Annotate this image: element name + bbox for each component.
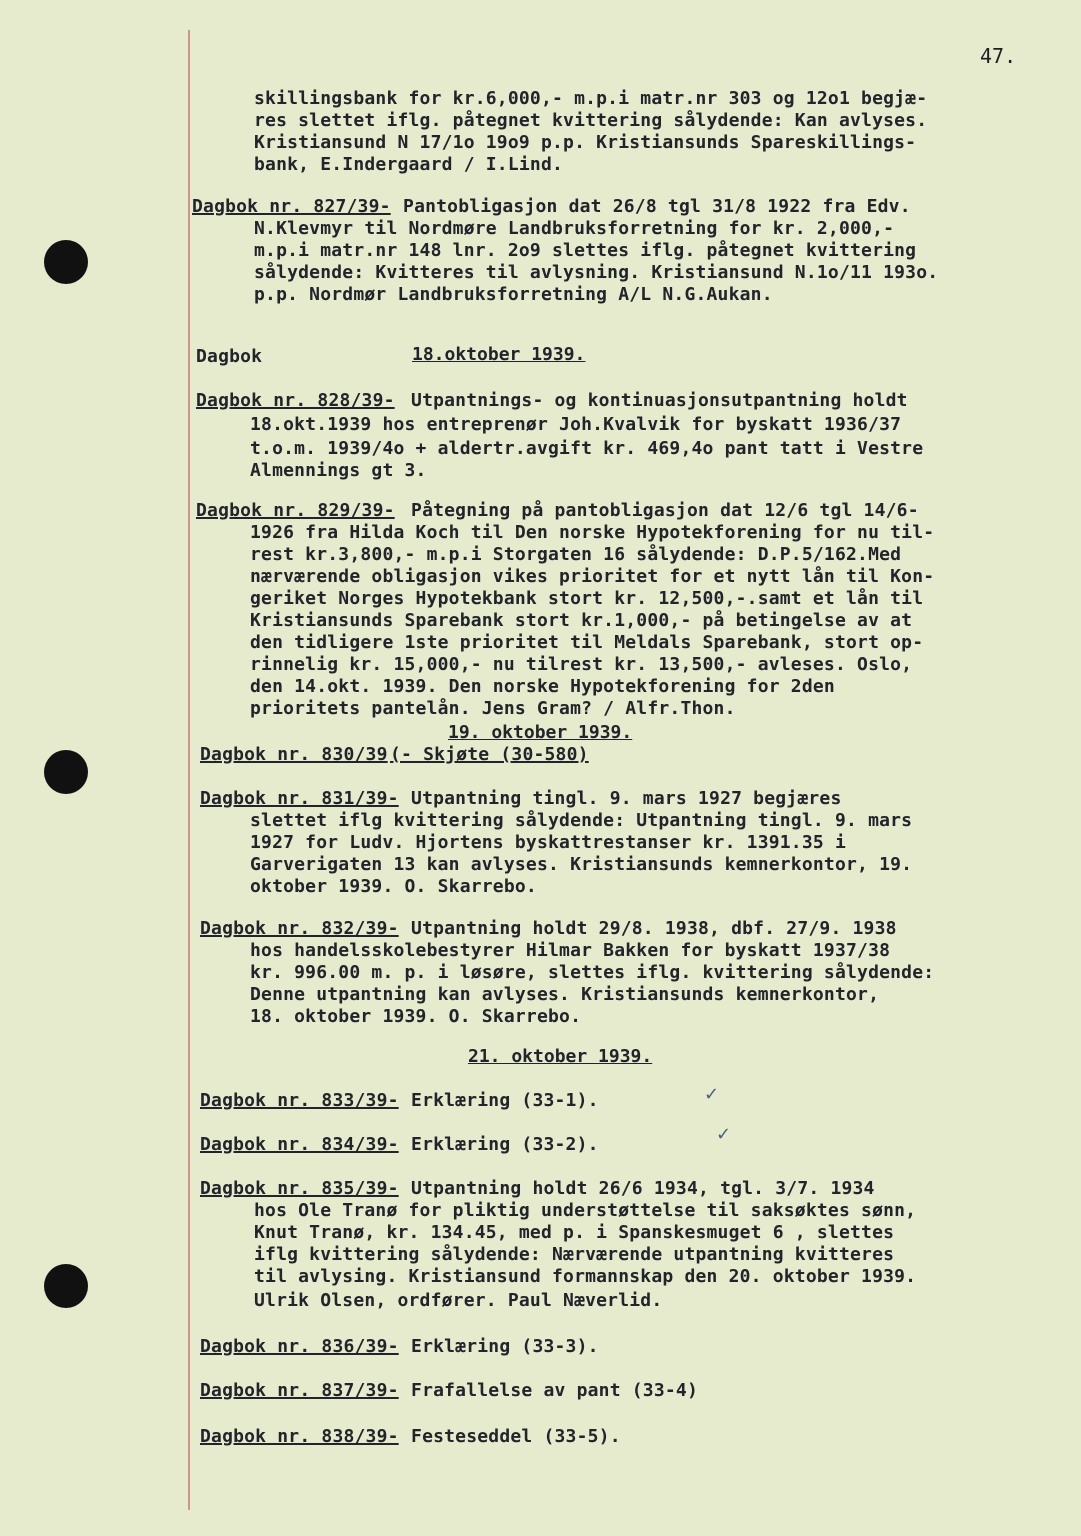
text-line: Erklæring (33-3). — [400, 1336, 599, 1357]
entry-ref: Dagbok nr. 828/39- — [196, 390, 395, 411]
text-line: rest kr.3,800,- m.p.i Storgaten 16 sålydende: D.P.5/162.Med — [250, 544, 902, 565]
text-line: Almennings gt 3. — [250, 460, 427, 481]
entry-ref: Dagbok nr. 831/39- — [200, 788, 399, 809]
entry-ref: Dagbok nr. 836/39- — [200, 1336, 399, 1357]
text-line: skillingsbank for kr.6,000,- m.p.i matr.nr 303 og 12o1 begjæ- — [254, 88, 928, 109]
margin-rule — [188, 30, 190, 1510]
text-line: kr. 996.00 m. p. i løsøre, slettes iflg. kvittering sålydende: — [250, 962, 935, 983]
text-line: hos handelsskolebestyrer Hilmar Bakken for byskatt 1937/38 — [250, 940, 891, 961]
text-line: oktober 1939. O. Skarrebo. — [250, 876, 537, 897]
text-line: Kristiansund N 17/1o 19o9 p.p. Kristiansunds Spareskillings- — [254, 132, 917, 153]
heading-dagbok: Dagbok — [196, 346, 263, 367]
entry-ref: Dagbok nr. 830/39 — [200, 744, 388, 765]
text-line: 1926 fra Hilda Koch til Den norske Hypotekforening for nu til- — [250, 522, 935, 543]
text-line: den 14.okt. 1939. Den norske Hypotekforening for 2den — [250, 676, 835, 697]
text-line: prioritets pantelån. Jens Gram? / Alfr.Thon. — [250, 698, 736, 719]
text-line: 18.okt.1939 hos entreprenør Joh.Kvalvik for byskatt 1936/37 — [250, 414, 902, 435]
text-line: bank, E.Indergaard / I.Lind. — [254, 154, 564, 175]
entry-ref: Dagbok nr. 829/39- — [196, 500, 395, 521]
text-line: Utpantnings- og kontinuasjonsutpantning holdt — [400, 390, 908, 411]
date-heading: 21. oktober 1939. — [468, 1046, 653, 1067]
text-line: geriket Norges Hypotekbank stort kr. 12,500,-.samt et lån til — [250, 588, 924, 609]
text-line: Knut Tranø, kr. 134.45, med p. i Spanskesmuget 6 , slettes — [254, 1222, 895, 1243]
text-line: slettet iflg kvittering sålydende: Utpantning tingl. 9. mars — [250, 810, 913, 831]
entry-ref: Dagbok nr. 835/39- — [200, 1178, 399, 1199]
text-line: Frafallelse av pant (33-4) — [400, 1380, 698, 1401]
date-heading: 18.oktober 1939. — [412, 344, 586, 365]
text-line: Utpantning tingl. 9. mars 1927 begjæres — [400, 788, 842, 809]
check-mark-icon: ✓ — [704, 1084, 720, 1105]
text-line: hos Ole Tranø for pliktig understøttelse til saksøktes sønn, — [254, 1200, 917, 1221]
entry-ref: Dagbok nr. 837/39- — [200, 1380, 399, 1401]
text-line: rinnelig kr. 15,000,- nu tilrest kr. 13,500,- avleses. Oslo, — [250, 654, 913, 675]
text-line: Pantobligasjon dat 26/8 tgl 31/8 1922 fra Edv. — [392, 196, 911, 217]
text-line: Ulrik Olsen, ordfører. Paul Næverlid. — [254, 1290, 663, 1311]
text-line: 18. oktober 1939. O. Skarrebo. — [250, 1006, 582, 1027]
date-heading: 19. oktober 1939. — [448, 722, 633, 743]
entry-ref: Dagbok nr. 832/39- — [200, 918, 399, 939]
text-line: p.p. Nordmør Landbruksforretning A/L N.G.Aukan. — [254, 284, 773, 305]
entry-ref: Dagbok nr. 834/39- — [200, 1134, 399, 1155]
text-line: Garverigaten 13 kan avlyses. Kristiansunds kemnerkontor, 19. — [250, 854, 913, 875]
entry-ref: Dagbok nr. 833/39- — [200, 1090, 399, 1111]
text-line: N.Klevmyr til Nordmøre Landbruksforretning for kr. 2,000,- — [254, 218, 895, 239]
text-line: sålydende: Kvitteres til avlysning. Kristiansund N.1o/11 193o. — [254, 262, 939, 283]
text-line: Erklæring (33-2). — [400, 1134, 599, 1155]
text-line: (- Skjøte (30-580) — [390, 744, 589, 765]
text-line: Festeseddel (33-5). — [400, 1426, 621, 1447]
text-line: nærværende obligasjon vikes prioritet for et nytt lån til Kon- — [250, 566, 935, 587]
entry-ref: Dagbok nr. 838/39- — [200, 1426, 399, 1447]
text-line: Påtegning på pantobligasjon dat 12/6 tgl 14/6- — [400, 500, 919, 521]
punch-hole — [44, 240, 88, 284]
text-line: m.p.i matr.nr 148 lnr. 2o9 slettes iflg. påtegnet kvittering — [254, 240, 917, 261]
text-line: iflg kvittering sålydende: Nærværende utpantning kvitteres — [254, 1244, 895, 1265]
text-line: til avlysing. Kristiansund formannskap den 20. oktober 1939. — [254, 1266, 917, 1287]
text-line: 1927 for Ludv. Hjortens byskattrestanser kr. 1391.35 i — [250, 832, 846, 853]
text-line: Denne utpantning kan avlyses. Kristiansunds kemnerkontor, — [250, 984, 880, 1005]
text-line: t.o.m. 1939/4o + aldertr.avgift kr. 469,4o pant tatt i Vestre — [250, 438, 924, 459]
punch-hole — [44, 1264, 88, 1308]
text-line: den tidligere 1ste prioritet til Meldals Sparebank, stort op- — [250, 632, 924, 653]
check-mark-icon: ✓ — [716, 1124, 732, 1145]
text-line: Erklæring (33-1). — [400, 1090, 599, 1111]
entry-ref: Dagbok nr. 827/39- — [192, 196, 391, 217]
page-number: 47. — [980, 44, 1017, 68]
punch-hole — [44, 750, 88, 794]
text-line: Utpantning holdt 26/6 1934, tgl. 3/7. 1934 — [400, 1178, 875, 1199]
text-line: Kristiansunds Sparebank stort kr.1,000,- på betingelse av at — [250, 610, 913, 631]
text-line: res slettet iflg. påtegnet kvittering sålydende: Kan avlyses. — [254, 110, 928, 131]
text-line: Utpantning holdt 29/8. 1938, dbf. 27/9. 1938 — [400, 918, 897, 939]
